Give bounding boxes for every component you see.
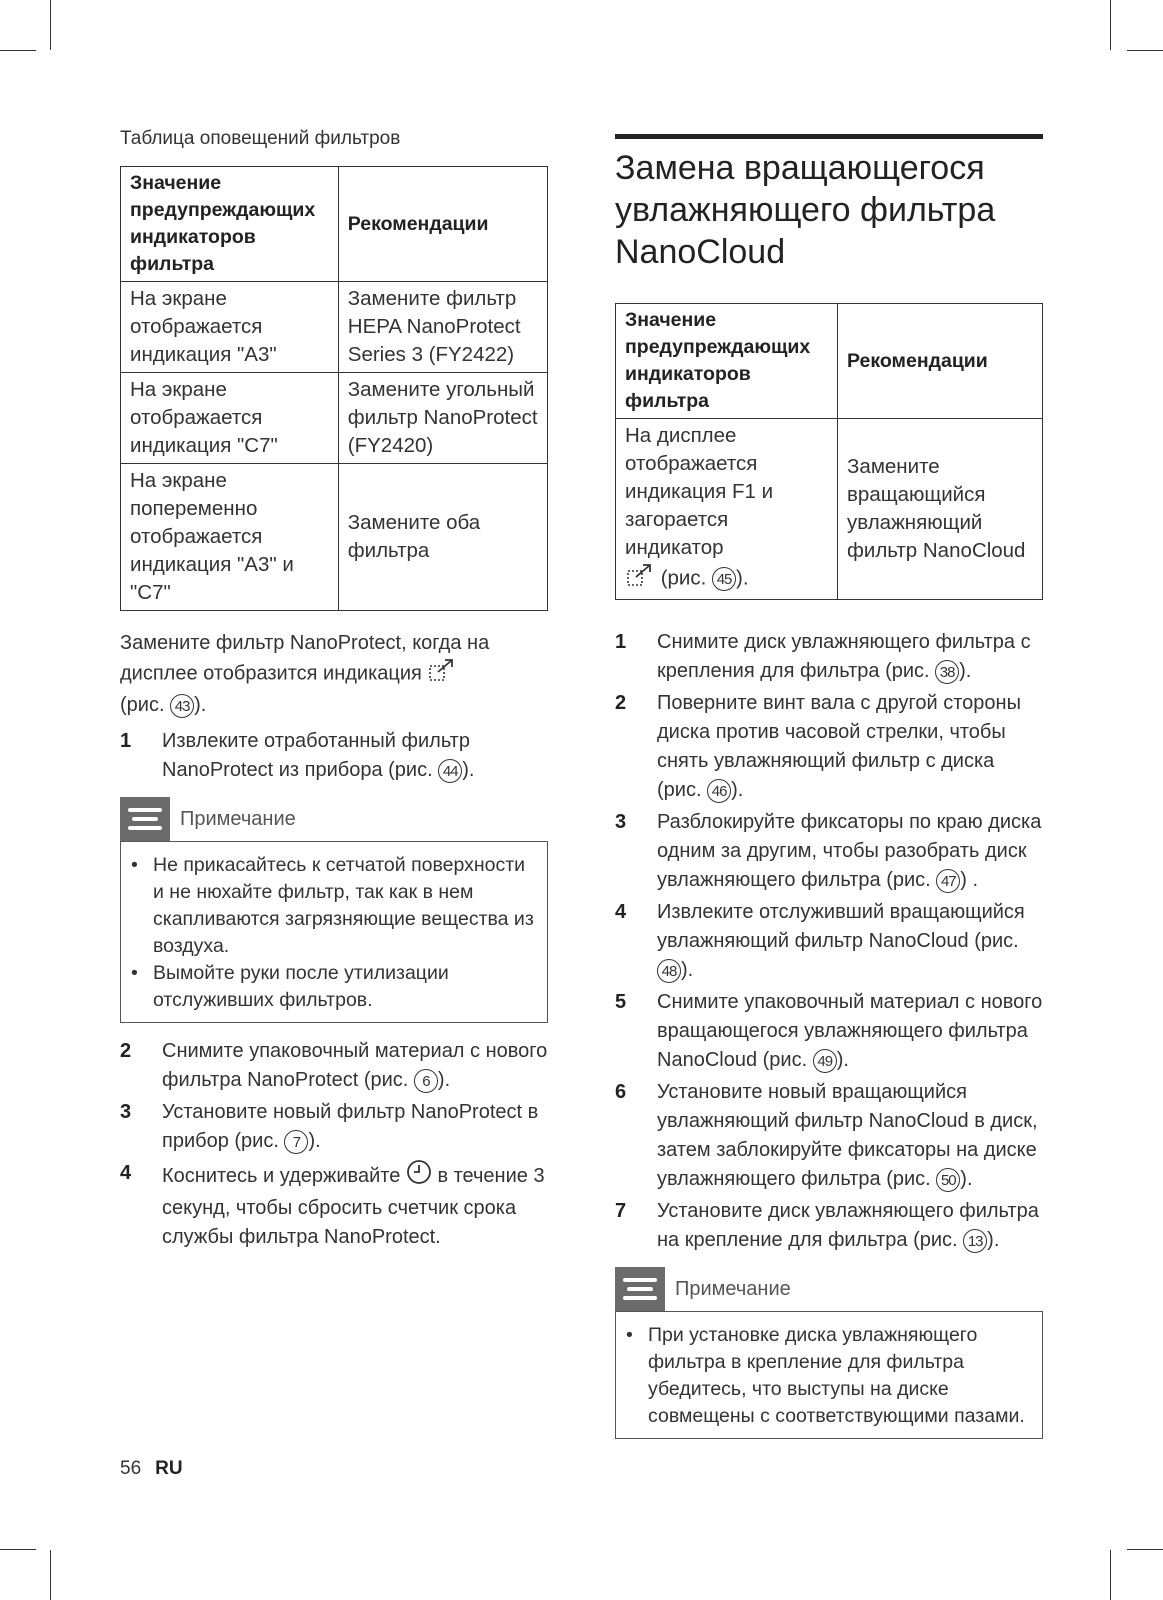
step-number: 4 [615, 901, 627, 923]
filter-replace-icon [427, 657, 457, 691]
step-text [162, 1159, 548, 1252]
step-item [615, 689, 1043, 805]
step-number: 5 [615, 991, 627, 1013]
figure-number: 6 [414, 1069, 438, 1093]
figure-number: 7 [284, 1130, 308, 1154]
table-cell: Замените вращающийся увлажняющий фильтр NanoCloud [838, 419, 1043, 600]
figure-number: 38 [935, 660, 959, 684]
step-body: Коснитесь и удерживайте [162, 1164, 401, 1187]
fig-ref-end: ). [194, 694, 207, 716]
note-box [120, 841, 548, 1023]
step-number: 2 [615, 692, 627, 714]
step-item [615, 808, 1043, 895]
section-title: Замена вращающегося увлажняющего фильтра NanoCloud [615, 134, 1043, 273]
note-header [120, 797, 548, 841]
header-recommendation: Рекомендации [338, 167, 547, 282]
table-row [121, 464, 548, 611]
note-icon [120, 797, 170, 841]
step-item [120, 727, 548, 785]
step-text [657, 689, 1043, 805]
clock-reset-icon [406, 1159, 432, 1194]
step-number: 1 [120, 730, 132, 752]
table-row [121, 373, 548, 464]
step-text [162, 1098, 548, 1156]
crop-mark [1127, 1549, 1163, 1550]
table-header-row [616, 304, 1043, 419]
crop-mark [50, 0, 51, 50]
table-cell [616, 419, 838, 600]
note-bullet [131, 960, 537, 1014]
step-body: Снимите диск увлажняющего фильтра с крепления для фильтра (рис. [657, 631, 1031, 682]
fig-ref-text: (рис. [660, 566, 707, 590]
step-body: Установите диск увлажняющего фильтра на крепление для фильтра (рис. [657, 1200, 1039, 1251]
table-row [616, 419, 1043, 600]
table-cell: На экране отображается индикация "C7" [121, 373, 339, 464]
step-body: Извлеките отработанный фильтр NanoProtect из прибора (рис. [162, 730, 470, 781]
step-text [162, 727, 548, 785]
header-recommendation: Рекомендации [838, 304, 1043, 419]
header-indicator: Значение предупреждающих индикаторов фильтра [616, 304, 838, 419]
step-item [615, 898, 1043, 985]
step-body: Снимите упаковочный материал с нового вращающегося увлажняющего фильтра NanoCloud (рис. [657, 991, 1043, 1071]
step-text [657, 898, 1043, 985]
page-footer [120, 1458, 183, 1480]
step-body: Установите новый фильтр NanoProtect в прибор (рис. [162, 1101, 539, 1152]
step-end: ) . [960, 869, 979, 891]
crop-mark [0, 50, 36, 51]
step-text [657, 628, 1043, 686]
right-column [615, 134, 1043, 1439]
table-caption: Таблица оповещений фильтров [120, 128, 401, 149]
header-indicator: Значение предупреждающих индикаторов фильтра [121, 167, 339, 282]
step-number: 1 [615, 631, 627, 653]
step-end: ). [308, 1130, 321, 1152]
cell-text: На дисплее отображается индикация F1 и загорается индикатор [625, 424, 774, 559]
step-body: в течение 3 секунд, чтобы сбросить счетчик срока службы фильтра NanoProtect. [162, 1164, 545, 1248]
figure-number: 48 [657, 959, 681, 983]
figure-number: 46 [707, 779, 731, 803]
filter-alert-table [120, 166, 548, 611]
note-header [615, 1267, 1043, 1311]
figure-number: 44 [438, 759, 462, 783]
step-number: 3 [615, 811, 627, 833]
page-number: 56 [120, 1458, 142, 1479]
step-number: 3 [120, 1101, 132, 1123]
intro-paragraph [120, 629, 548, 719]
step-item [615, 1197, 1043, 1255]
figure-number: 47 [936, 869, 960, 893]
bullet-text: Вымойте руки после утилизации отслуживших фильтров. [153, 962, 449, 1011]
table-cell: Замените оба фильтра [338, 464, 547, 611]
bullet-dot: • [131, 854, 138, 876]
step-body: Поверните винт вала с другой стороны диска против часовой стрелки, чтобы снять увлажняющий фильтр с диска (рис. [657, 692, 1021, 801]
step-number: 2 [120, 1040, 132, 1062]
step-number: 6 [615, 1081, 627, 1103]
step-text [162, 1037, 548, 1095]
step-text [657, 808, 1043, 895]
step-item [120, 1037, 548, 1095]
bullet-text: Не прикасайтесь к сетчатой поверхности и не нюхайте фильтр, так как в нем скапливаются загрязняющие вещества из воздуха. [153, 854, 534, 957]
fig-ref-end: ). [736, 566, 749, 590]
step-end: ). [836, 1049, 849, 1071]
figure-number: 50 [936, 1168, 960, 1192]
crop-mark [50, 1550, 51, 1600]
step-end: ). [681, 959, 694, 981]
bullet-dot: • [131, 962, 138, 984]
note-icon [615, 1267, 665, 1311]
step-text [657, 1197, 1043, 1255]
left-column [120, 128, 548, 1255]
step-end: ). [987, 1229, 1000, 1251]
table-cell: На экране отображается индикация "A3" [121, 282, 339, 373]
step-body: Установите новый вращающийся увлажняющий фильтр NanoCloud в диск, затем заблокируйте фиксаторы на диске увлажняющего фильтра (рис. [657, 1081, 1038, 1190]
step-end: ). [437, 1069, 451, 1091]
language-code: RU [155, 1458, 183, 1479]
figure-number: 49 [813, 1049, 837, 1073]
note-bullet [626, 1322, 1032, 1430]
figure-number: 43 [170, 694, 194, 718]
note-label: Примечание [675, 1277, 791, 1300]
nanocloud-alert-table [615, 303, 1043, 600]
bullet-dot: • [626, 1324, 633, 1346]
table-cell: На экране попеременно отображается индикация "A3" и "C7" [121, 464, 339, 611]
note-label: Примечание [180, 807, 296, 830]
step-body: Извлеките отслуживший вращающийся увлажняющий фильтр NanoCloud (рис. [657, 901, 1025, 952]
step-item [120, 1098, 548, 1156]
table-header-row [121, 167, 548, 282]
step-number: 4 [120, 1162, 132, 1184]
step-end: ). [731, 779, 744, 801]
table-cell: Замените угольный фильтр NanoProtect (FY2420) [338, 373, 547, 464]
table-row [121, 282, 548, 373]
step-end: ). [462, 759, 475, 781]
step-item [615, 988, 1043, 1075]
nanocloud-steps [615, 628, 1043, 1255]
note-bullet [131, 852, 537, 960]
step-item [120, 1159, 548, 1252]
note-box [615, 1311, 1043, 1439]
step-item [615, 628, 1043, 686]
step-end: ). [960, 1168, 973, 1190]
bullet-text: При установке диска увлажняющего фильтра в крепление для фильтра убедитесь, что выступы на диске совмещены с соответствующими пазами. [648, 1324, 1025, 1427]
step-body: Разблокируйте фиксаторы по краю диска одним за другим, чтобы разобрать диск увлажняющего фильтра (рис. [657, 811, 1042, 891]
step-text [657, 1078, 1043, 1194]
crop-mark [1110, 0, 1111, 50]
step-text [657, 988, 1043, 1075]
intro-text: Замените фильтр NanoProtect, когда на дисплее отобразится индикация [120, 632, 490, 685]
step-number: 7 [615, 1200, 627, 1222]
step-body: Снимите упаковочный материал с нового фильтра NanoProtect (рис. [162, 1040, 548, 1091]
crop-mark [1110, 1550, 1111, 1600]
crop-mark [1127, 50, 1163, 51]
figure-number: 45 [712, 567, 736, 591]
crop-mark [0, 1549, 36, 1550]
fig-ref-text: (рис. [120, 694, 165, 716]
step-end: ). [959, 660, 972, 682]
step-item [615, 1078, 1043, 1194]
figure-number: 13 [963, 1229, 987, 1253]
table-cell: Замените фильтр HEPA NanoProtect Series 3 (FY2422) [338, 282, 547, 373]
filter-replace-icon [625, 562, 655, 596]
